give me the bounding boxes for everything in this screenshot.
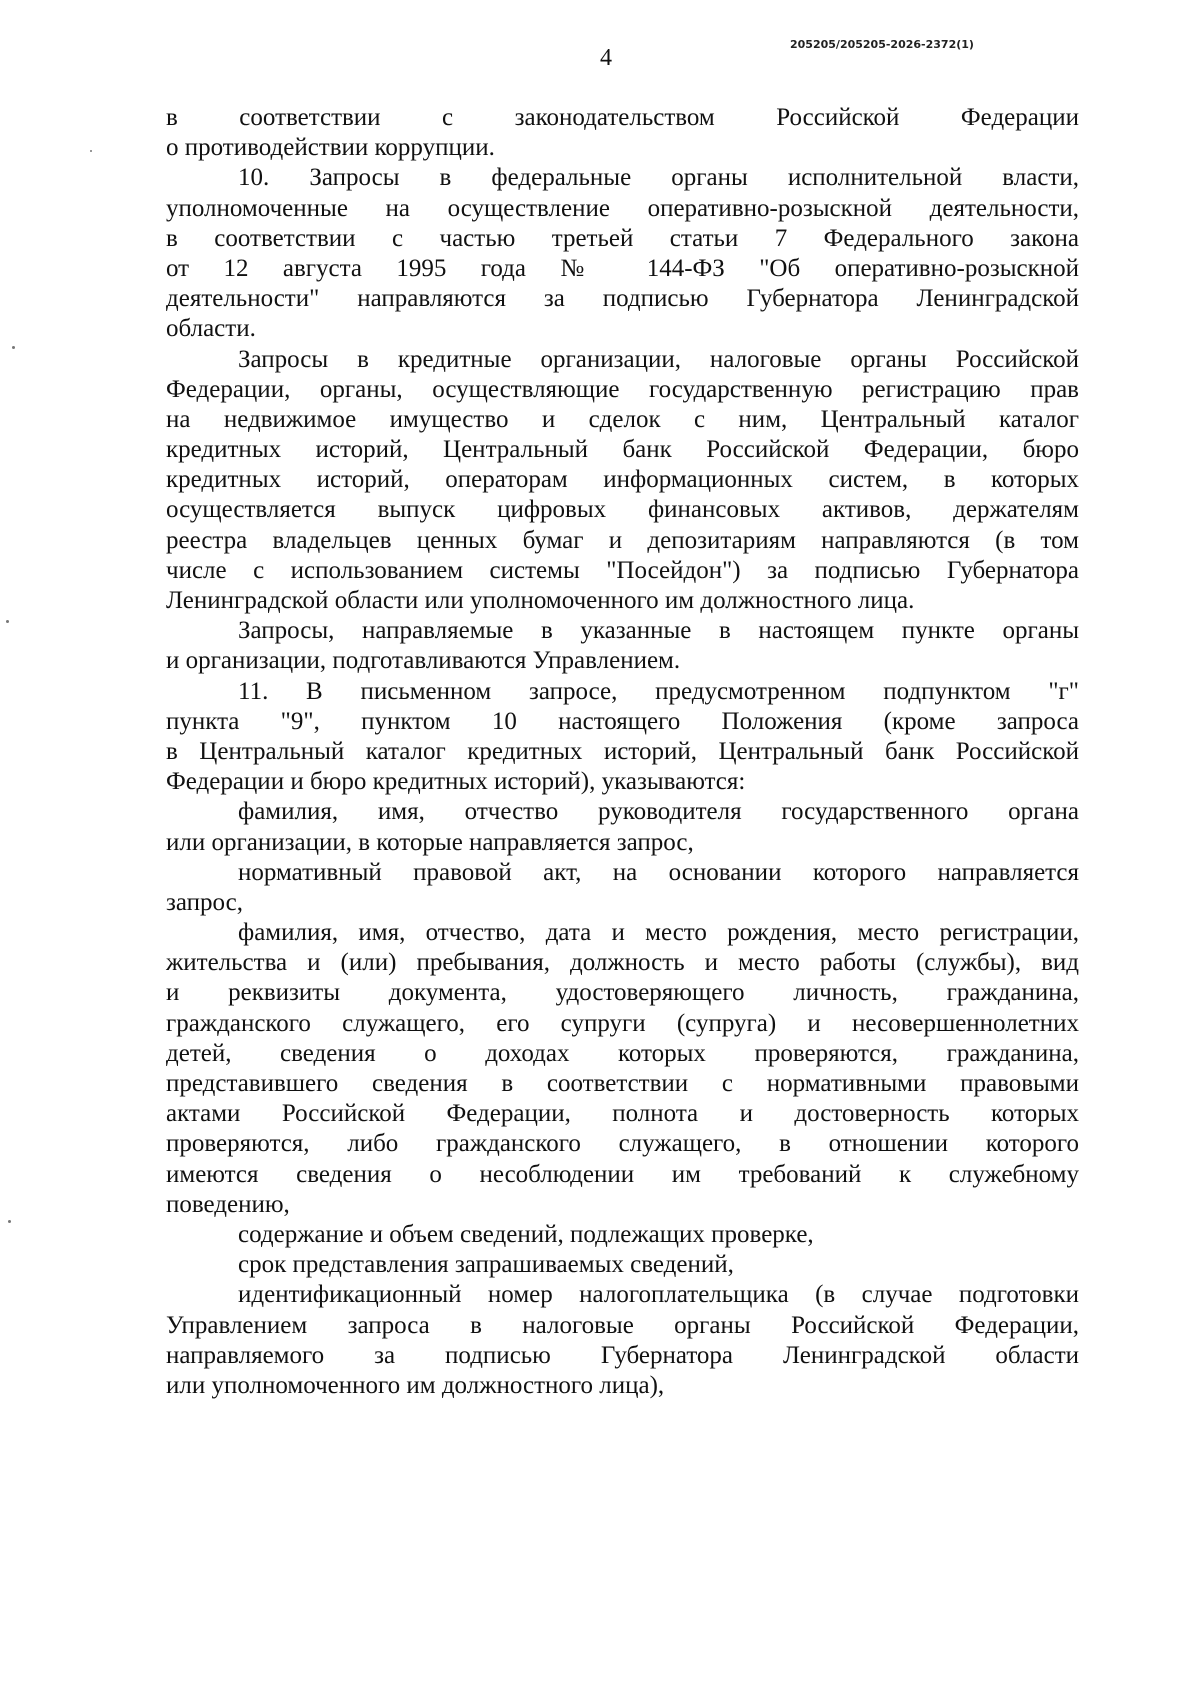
text-line: Ленинградской области или уполномоченного им должностного лица. xyxy=(166,587,915,614)
text-line: фамилия, имя, отчество, дата и место рождения, место регистрации, xyxy=(238,919,1079,947)
text-line: деятельности" направляются за подписью Губернатора Ленинградской xyxy=(166,285,1079,313)
text-line: пункта "9", пунктом 10 настоящего Положения (кроме запроса xyxy=(166,707,1079,735)
text-line: поведению, xyxy=(166,1190,290,1218)
page-number: 4 xyxy=(600,45,612,71)
text-line: запрос, xyxy=(166,888,243,916)
text-line: идентификационный номер налогоплательщика (в случае подготовки xyxy=(238,1281,1079,1309)
text-line: Федерации и бюро кредитных историй), указываются: xyxy=(166,768,746,796)
text-line: имеются сведения о несоблюдении им требований к служебному xyxy=(166,1160,1079,1188)
text-line: или уполномоченного им должностного лица), xyxy=(166,1371,665,1399)
text-line: осуществляется выпуск цифровых финансовых активов, держателям xyxy=(166,496,1079,524)
text-line: 11. В письменном запросе, предусмотренном подпунктом "г" xyxy=(238,677,1079,705)
text-line: области. xyxy=(166,315,256,343)
text-line: кредитных историй, операторам информационных систем, в которых xyxy=(166,466,1079,494)
text-line: уполномоченные на осуществление оперативно-розыскной деятельности, xyxy=(166,194,1079,222)
text-line: содержание и объем сведений, подлежащих проверке, xyxy=(238,1220,814,1248)
text-line: фамилия, имя, отчество руководителя государственного органа xyxy=(238,798,1079,826)
text-line: жительства и (или) пребывания, должность и место работы (службы), вид xyxy=(166,949,1079,977)
scan-speck xyxy=(6,620,9,623)
document-body-text xyxy=(166,103,1079,1401)
scan-speck xyxy=(8,1220,11,1223)
scan-speck xyxy=(90,150,92,152)
scan-speck xyxy=(12,346,15,349)
text-line: и реквизиты документа, удостоверяющего личность, гражданина, xyxy=(166,979,1079,1007)
text-line: о противодействии коррупции. xyxy=(166,134,495,162)
text-line: Запросы, направляемые в указанные в настоящем пункте органы xyxy=(238,617,1079,645)
text-line: или организации, в которые направляется запрос, xyxy=(166,828,694,856)
text-line: срок представления запрашиваемых сведений, xyxy=(238,1251,734,1279)
text-line: актами Российской Федерации, полнота и достоверность которых xyxy=(166,1100,1079,1128)
text-line: нормативный правовой акт, на основании которого направляется xyxy=(238,858,1079,886)
text-line: 10. Запросы в федеральные органы исполнительной власти, xyxy=(238,164,1079,192)
text-line: проверяются, либо гражданского служащего, в отношении которого xyxy=(166,1130,1079,1158)
text-line: Запросы в кредитные организации, налоговые органы Российской xyxy=(238,345,1079,373)
text-line: в соответствии с частью третьей статьи 7 Федерального закона xyxy=(166,224,1079,252)
text-line: на недвижимое имущество и сделок с ним, Центральный каталог xyxy=(166,405,1079,433)
text-line: в Центральный каталог кредитных историй, Центральный банк Российской xyxy=(166,737,1079,765)
text-line: числе с использованием системы "Посейдон") за подписью Губернатора xyxy=(166,556,1079,584)
text-line: Управлением запроса в налоговые органы Российской Федерации, xyxy=(166,1311,1079,1339)
text-line: Федерации, органы, осуществляющие государственную регистрацию прав xyxy=(166,375,1079,403)
text-line: гражданского служащего, его супруги (супруга) и несовершеннолетних xyxy=(166,1009,1079,1037)
text-line: представившего сведения в соответствии с нормативными правовыми xyxy=(166,1070,1079,1097)
text-line: детей, сведения о доходах которых проверяются, гражданина, xyxy=(166,1039,1079,1067)
document-reference-number: 205205/205205-2026-2372(1) xyxy=(790,38,974,51)
text-line: кредитных историй, Центральный банк Российской Федерации, бюро xyxy=(166,436,1079,464)
text-line: реестра владельцев ценных бумаг и депозитариям направляются (в том xyxy=(166,526,1079,554)
text-line: и организации, подготавливаются Управлением. xyxy=(166,647,681,675)
text-line: направляемого за подписью Губернатора Ленинградской области xyxy=(166,1341,1079,1369)
text-line: в соответствии с законодательством Российской Федерации xyxy=(166,104,1079,131)
text-line: от 12 августа 1995 года № 144-ФЗ "Об оперативно-розыскной xyxy=(166,254,1079,282)
